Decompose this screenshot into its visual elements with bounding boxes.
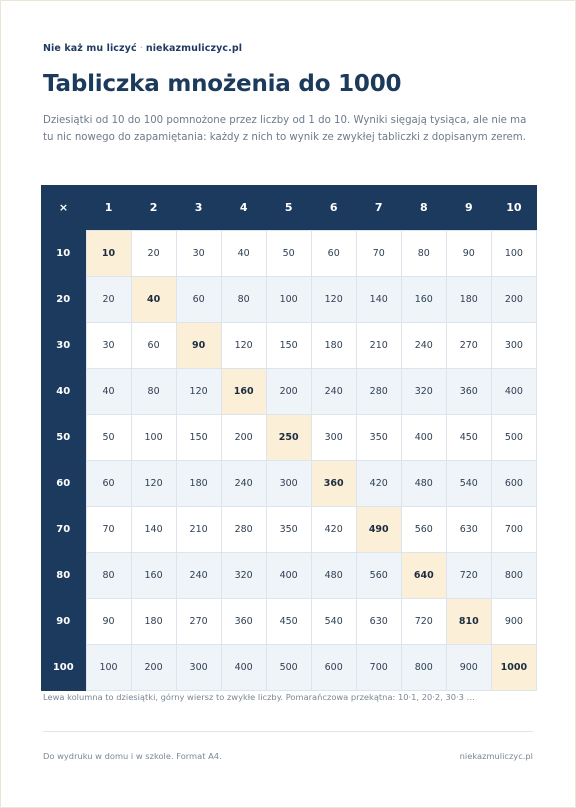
row-header: 10 — [41, 231, 86, 277]
product-cell: 540 — [311, 599, 356, 645]
diagonal-product-cell: 490 — [356, 507, 401, 553]
product-cell: 60 — [311, 231, 356, 277]
table-row — [41, 277, 537, 323]
column-header: 1 — [86, 185, 131, 231]
diagonal-product-cell: 160 — [221, 369, 266, 415]
product-cell: 480 — [311, 553, 356, 599]
product-cell: 100 — [86, 645, 131, 691]
diagonal-product-cell: 640 — [401, 553, 446, 599]
product-cell: 160 — [131, 553, 176, 599]
row-header: 90 — [41, 599, 86, 645]
product-cell: 630 — [356, 599, 401, 645]
product-cell: 320 — [401, 369, 446, 415]
product-cell: 300 — [266, 461, 311, 507]
product-cell: 320 — [221, 553, 266, 599]
column-header: 2 — [131, 185, 176, 231]
product-cell: 120 — [176, 369, 221, 415]
product-cell: 900 — [446, 645, 491, 691]
table-row — [41, 231, 537, 277]
product-cell: 30 — [176, 231, 221, 277]
product-cell: 210 — [176, 507, 221, 553]
product-cell: 120 — [311, 277, 356, 323]
product-cell: 360 — [221, 599, 266, 645]
product-cell: 300 — [311, 415, 356, 461]
table-row — [41, 507, 537, 553]
product-cell: 40 — [221, 231, 266, 277]
column-header: 3 — [176, 185, 221, 231]
column-header: 9 — [446, 185, 491, 231]
product-cell: 60 — [86, 461, 131, 507]
row-header: 70 — [41, 507, 86, 553]
product-cell: 140 — [356, 277, 401, 323]
product-cell: 60 — [176, 277, 221, 323]
product-cell: 70 — [356, 231, 401, 277]
product-cell: 800 — [401, 645, 446, 691]
row-header: 80 — [41, 553, 86, 599]
product-cell: 70 — [86, 507, 131, 553]
product-cell: 240 — [401, 323, 446, 369]
product-cell: 240 — [176, 553, 221, 599]
footer-site: niekazmuliczyc.pl — [459, 751, 533, 761]
product-cell: 270 — [446, 323, 491, 369]
product-cell: 400 — [491, 369, 536, 415]
product-cell: 600 — [491, 461, 536, 507]
row-header: 60 — [41, 461, 86, 507]
table-row — [41, 369, 537, 415]
column-header: 7 — [356, 185, 401, 231]
product-cell: 100 — [266, 277, 311, 323]
table-row — [41, 415, 537, 461]
product-cell: 300 — [176, 645, 221, 691]
product-cell: 600 — [311, 645, 356, 691]
page-title: Tabliczka mnożenia do 1000 — [43, 71, 402, 97]
diagonal-product-cell: 810 — [446, 599, 491, 645]
table-row — [41, 599, 537, 645]
footer-divider — [43, 731, 533, 732]
column-header: 10 — [491, 185, 536, 231]
corner-cell: × — [41, 185, 86, 231]
brand-separator: · — [139, 43, 143, 54]
intro-paragraph: Dziesiątki od 10 do 100 pomnożone przez liczby od 1 do 10. Wyniki sięgają tysiąca, ale nie ma tu nic nowego do zapamiętania: każdy z nich to wynik ze zwykłej tabliczki z dopisanym zerem. — [43, 115, 527, 143]
product-cell: 180 — [176, 461, 221, 507]
product-cell: 420 — [311, 507, 356, 553]
product-cell: 540 — [446, 461, 491, 507]
product-cell: 140 — [131, 507, 176, 553]
product-cell: 720 — [401, 599, 446, 645]
product-cell: 560 — [401, 507, 446, 553]
footer-note: Do wydruku w domu i w szkole. Format A4. — [43, 751, 222, 761]
brand-line — [43, 43, 242, 54]
row-header: 30 — [41, 323, 86, 369]
product-cell: 200 — [266, 369, 311, 415]
column-header: 8 — [401, 185, 446, 231]
product-cell: 400 — [266, 553, 311, 599]
product-cell: 200 — [221, 415, 266, 461]
product-cell: 20 — [86, 277, 131, 323]
product-cell: 500 — [266, 645, 311, 691]
product-cell: 90 — [86, 599, 131, 645]
brand-site: niekazmuliczyc.pl — [145, 43, 243, 54]
diagonal-product-cell: 10 — [86, 231, 131, 277]
table-header-row — [41, 185, 537, 231]
column-header: 6 — [311, 185, 356, 231]
table-row — [41, 645, 537, 691]
product-cell: 240 — [311, 369, 356, 415]
product-cell: 120 — [221, 323, 266, 369]
row-header: 50 — [41, 415, 86, 461]
product-cell: 560 — [356, 553, 401, 599]
product-cell: 150 — [266, 323, 311, 369]
product-cell: 60 — [131, 323, 176, 369]
product-cell: 400 — [221, 645, 266, 691]
table-body — [41, 231, 537, 691]
product-cell: 30 — [86, 323, 131, 369]
product-cell: 80 — [131, 369, 176, 415]
product-cell: 450 — [446, 415, 491, 461]
product-cell: 420 — [356, 461, 401, 507]
product-cell: 200 — [491, 277, 536, 323]
diagonal-product-cell: 250 — [266, 415, 311, 461]
diagonal-product-cell: 360 — [311, 461, 356, 507]
product-cell: 300 — [491, 323, 536, 369]
product-cell: 40 — [86, 369, 131, 415]
column-header: 4 — [221, 185, 266, 231]
product-cell: 450 — [266, 599, 311, 645]
row-header: 20 — [41, 277, 86, 323]
product-cell: 80 — [401, 231, 446, 277]
product-cell: 360 — [446, 369, 491, 415]
product-cell: 80 — [221, 277, 266, 323]
brand-name: Nie każ mu liczyć — [43, 43, 137, 54]
table-caption: Lewa kolumna to dziesiątki, górny wiersz to zwykłe liczby. Pomarańczowa przekątna: 10·1, 20·2, 30·3 … — [43, 692, 475, 702]
product-cell: 630 — [446, 507, 491, 553]
product-cell: 120 — [131, 461, 176, 507]
product-cell: 240 — [221, 461, 266, 507]
product-cell: 50 — [86, 415, 131, 461]
product-cell: 50 — [266, 231, 311, 277]
product-cell: 900 — [491, 599, 536, 645]
row-header: 100 — [41, 645, 86, 691]
row-header: 40 — [41, 369, 86, 415]
product-cell: 20 — [131, 231, 176, 277]
multiplication-table-container — [41, 185, 538, 681]
product-cell: 180 — [131, 599, 176, 645]
product-cell: 500 — [491, 415, 536, 461]
product-cell: 720 — [446, 553, 491, 599]
product-cell: 270 — [176, 599, 221, 645]
product-cell: 180 — [446, 277, 491, 323]
product-cell: 800 — [491, 553, 536, 599]
product-cell: 200 — [131, 645, 176, 691]
table-row — [41, 553, 537, 599]
product-cell: 100 — [131, 415, 176, 461]
product-cell: 400 — [401, 415, 446, 461]
product-cell: 700 — [356, 645, 401, 691]
product-cell: 350 — [266, 507, 311, 553]
product-cell: 480 — [401, 461, 446, 507]
diagonal-product-cell: 90 — [176, 323, 221, 369]
column-header: 5 — [266, 185, 311, 231]
product-cell: 150 — [176, 415, 221, 461]
product-cell: 280 — [221, 507, 266, 553]
product-cell: 210 — [356, 323, 401, 369]
product-cell: 280 — [356, 369, 401, 415]
product-cell: 100 — [491, 231, 536, 277]
table-row — [41, 323, 537, 369]
table-row — [41, 461, 537, 507]
diagonal-product-cell: 1000 — [491, 645, 536, 691]
product-cell: 350 — [356, 415, 401, 461]
product-cell: 180 — [311, 323, 356, 369]
product-cell: 700 — [491, 507, 536, 553]
diagonal-product-cell: 40 — [131, 277, 176, 323]
multiplication-table — [41, 185, 537, 691]
product-cell: 80 — [86, 553, 131, 599]
product-cell: 90 — [446, 231, 491, 277]
product-cell: 160 — [401, 277, 446, 323]
